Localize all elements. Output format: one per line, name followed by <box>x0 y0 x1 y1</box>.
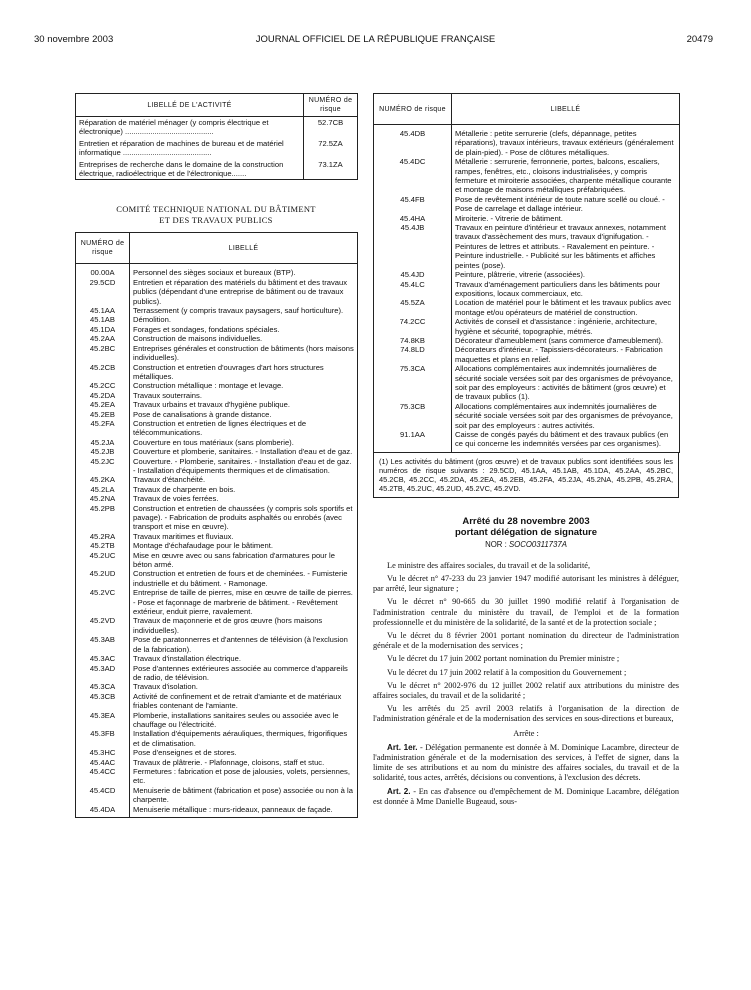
committee-heading-line1: COMITÉ TECHNIQUE NATIONAL DU BÂTIMENT <box>116 204 316 215</box>
journal-title: JOURNAL OFFICIEL DE LA RÉPUBLIQUE FRANÇAISE <box>255 34 496 45</box>
page-number: 20479 <box>686 34 713 45</box>
risk-label: Forages et sondages, fondations spéciales. <box>130 325 358 334</box>
label-header: LIBELLÉ <box>452 94 680 125</box>
risk-label: Construction métallique : montage et levage. <box>130 381 358 390</box>
table-row <box>374 270 680 279</box>
table-row <box>76 138 358 159</box>
page-header <box>0 34 751 48</box>
risk-label: Personnel des sièges sociaux et bureaux (BTP). <box>130 264 358 278</box>
risk-label: Travaux de plâtrerie. - Plafonnage, cloisons, staff et stuc. <box>130 758 358 767</box>
risk-number-header: NUMÉRO de risque <box>304 94 358 117</box>
risk-label: Activité de confinement et de retrait d'amiante et de matériaux friables contenant de l'amiante. <box>130 692 358 711</box>
risk-number: 45.2EA <box>76 400 130 409</box>
risk-label: Travaux de maçonnerie et de gros œuvre (hors maisons individuelles). <box>130 616 358 635</box>
table-row <box>76 729 358 748</box>
left-column <box>75 93 357 818</box>
risk-label: Construction et entretien de chaussées (y compris sols sportifs et pavage). - Fabrication de produits asphaltés ou enrobés (avec transport et mise en œuvre). <box>130 504 358 532</box>
risk-label: Pose d'enseignes et de stores. <box>130 748 358 757</box>
table-row <box>374 195 680 214</box>
table-row <box>76 532 358 541</box>
table-row <box>76 748 358 757</box>
risk-label: Couverture en tous matériaux (sans plomberie). <box>130 438 358 447</box>
risk-label: Entreprises générales et construction de bâtiments (hors maisons individuelles). <box>130 344 358 363</box>
article-paragraph <box>373 787 679 807</box>
risk-number: 45.2CB <box>76 363 130 382</box>
risk-label: Caisse de congés payés du bâtiment et des travaux publics (en ce qui concerne les indemnités versées par ces organismes). <box>452 430 680 452</box>
table-row <box>76 541 358 550</box>
risk-label: Travaux d'étanchéité. <box>130 475 358 484</box>
article-label: Art. 1er. <box>387 742 418 752</box>
activity-table <box>75 93 358 180</box>
risk-number: 45.4FB <box>374 195 452 214</box>
table-row <box>76 117 358 138</box>
risk-number: 45.2PB <box>76 504 130 532</box>
committee-heading-line2: ET DES TRAVAUX PUBLICS <box>159 214 273 225</box>
risk-number: 45.3HC <box>76 748 130 757</box>
decree-title <box>373 516 679 538</box>
decree-body <box>373 561 679 807</box>
arrete-label: Arrête : <box>513 728 539 738</box>
risk-label: Travaux d'installation électrique. <box>130 654 358 663</box>
table-footnote: (1) Les activités du bâtiment (gros œuvre) et de travaux publics sont identifiées sous les numéros de risque suivants : 29.5CD, 45.1AA, 45.1AB, 45.1DA, 45.2AA, 45.2BC, 45.2CB, 45.2CC, 45.2DA, 45.2EA, 45.2EB, 45.2FA, 45.2JA, 45.2NA, 45.2PB, 45.2RA, 45.2TB, 45.2UC, 45.2UD, 45.2VC, 45.2VD. <box>373 453 679 498</box>
risk-number: 45.3CB <box>76 692 130 711</box>
risk-number: 72.5ZA <box>304 138 358 159</box>
risk-label: Travaux d'isolation. <box>130 682 358 691</box>
table-row <box>76 278 358 306</box>
risk-number: 75.3CB <box>374 402 452 430</box>
risk-label: Menuiserie de bâtiment (fabrication et pose) associée ou non à la charpente. <box>130 786 358 805</box>
risk-label: Montage d'échafaudage pour le bâtiment. <box>130 541 358 550</box>
table-row <box>76 363 358 382</box>
table-row <box>76 616 358 635</box>
risk-number: 45.3AD <box>76 664 130 683</box>
decree-nor <box>373 540 679 549</box>
decree-paragraph: Vu le décret du 17 juin 2002 portant nomination du Premier ministre ; <box>387 654 620 664</box>
activity-label-header: LIBELLÉ DE L'ACTIVITÉ <box>76 94 304 117</box>
risk-label: Entreprise de taille de pierres, mise en œuvre de taille de pierres. - Pose et façonnage de marbrerie de bâtiment. - Revêtement extérieur, enduit pierre, ravalement. <box>130 588 358 616</box>
table-row <box>76 494 358 503</box>
risk-number: 45.2JC <box>76 457 130 476</box>
decree-paragraph: Vu le décret n° 47-233 du 23 janvier 1947 modifié autorisant les ministres à déléguer, par arrêté, leur signature ; <box>373 574 679 594</box>
risk-label: Construction et entretien d'ouvrages d'art hors structures métalliques. <box>130 363 358 382</box>
risk-number: 45.2KA <box>76 475 130 484</box>
risk-number: 45.4DC <box>374 157 452 195</box>
decree-title-line2: portant délégation de signature <box>455 526 597 538</box>
table-row <box>76 654 358 663</box>
risk-number: 45.4CD <box>76 786 130 805</box>
table-row <box>76 410 358 419</box>
risk-number: 45.5ZA <box>374 298 452 317</box>
table-row <box>374 317 680 336</box>
btp-table-continued-body <box>374 125 680 453</box>
table-row <box>374 125 680 158</box>
risk-label: Travaux urbains et travaux d'hygiène publique. <box>130 400 358 409</box>
risk-label: Allocations complémentaires aux indemnités journalières de sécurité sociale versées soit par des organismes de prévoyance, soit par des employeurs : activités de bâtiment (gros œuvre) et de travaux publics (1). <box>452 364 680 402</box>
decree-paragraph: Vu les arrêtés du 25 avril 2003 relatifs à l'organisation de la direction de l'administration générale et de la modernisation des services en sous-directions et bureaux, <box>373 704 679 724</box>
risk-label: Construction et entretien de lignes électriques et de télécommunications. <box>130 419 358 438</box>
risk-label: Métallerie : serrurerie, ferronnerie, portes, balcons, escaliers, rampes, fenêtres, etc., cloisons industrialisées, y compris fermeture et miroiterie associées, charpente métallique courante et montage de maisons métalliques préfabriquées. <box>452 157 680 195</box>
risk-number: 45.2BC <box>76 344 130 363</box>
risk-number: 45.3AB <box>76 635 130 654</box>
table-row <box>76 419 358 438</box>
risk-number: 45.2AA <box>76 334 130 343</box>
risk-label: Location de matériel pour le bâtiment et les travaux publics avec montage et/ou opérateurs de matériel de construction. <box>452 298 680 317</box>
risk-number: 74.8LD <box>374 345 452 364</box>
table-row <box>76 758 358 767</box>
risk-number: 45.2JA <box>76 438 130 447</box>
risk-label: Peinture, plâtrerie, vitrerie (associées). <box>452 270 680 279</box>
risk-number-header: NUMÉRO de risque <box>374 94 452 125</box>
risk-label: Mise en œuvre avec ou sans fabrication d'armatures pour le béton armé. <box>130 551 358 570</box>
risk-label: Décorateur d'ameublement (sans commerce d'ameublement). <box>452 336 680 345</box>
table-row <box>76 569 358 588</box>
risk-number: 45.2DA <box>76 391 130 400</box>
table-row <box>76 325 358 334</box>
table-row <box>374 223 680 270</box>
risk-number: 45.2RA <box>76 532 130 541</box>
risk-number: 52.7CB <box>304 117 358 138</box>
nor-label: NOR : <box>485 539 507 549</box>
table-row <box>76 805 358 818</box>
table-row <box>76 767 358 786</box>
risk-label: Activités de conseil et d'assistance : ingénierie, architecture, hygiène et sécurité, topographie, métrés. <box>452 317 680 336</box>
risk-label: Travaux maritimes et fluviaux. <box>130 532 358 541</box>
article-text: - En cas d'absence ou d'empêchement de M. Dominique Lacambre, délégation est donnée à Mme Danielle Bugeaud, sous- <box>373 786 679 806</box>
risk-label: Couverture et plomberie, sanitaires. - Installation d'eau et de gaz. <box>130 447 358 456</box>
risk-number: 45.3EA <box>76 711 130 730</box>
decree-title-line1: Arrêté du 28 novembre 2003 <box>462 515 590 527</box>
table-row <box>76 438 358 447</box>
label-header: LIBELLÉ <box>130 233 358 264</box>
risk-number: 45.3AC <box>76 654 130 663</box>
table-row <box>76 381 358 390</box>
risk-number: 45.4DB <box>374 125 452 158</box>
risk-label: Pose de revêtement intérieur de toute nature scellé ou cloué. - Pose de carrelage et dallage intérieur. <box>452 195 680 214</box>
risk-number-header: NUMÉRO de risque <box>76 233 130 264</box>
btp-table-body <box>76 264 358 818</box>
risk-label: Travaux souterrains. <box>130 391 358 400</box>
risk-number: 45.2UD <box>76 569 130 588</box>
risk-number: 73.1ZA <box>304 159 358 180</box>
risk-number: 74.8KB <box>374 336 452 345</box>
risk-label: Menuiserie métallique : murs-rideaux, panneaux de façade. <box>130 805 358 818</box>
risk-number: 45.2TB <box>76 541 130 550</box>
btp-risk-table <box>75 232 358 818</box>
risk-number: 74.2CC <box>374 317 452 336</box>
risk-number: 45.2CC <box>76 381 130 390</box>
risk-number: 45.2LA <box>76 485 130 494</box>
table-row <box>374 157 680 195</box>
risk-number: 45.1AA <box>76 306 130 315</box>
table-row <box>374 298 680 317</box>
risk-number: 29.5CD <box>76 278 130 306</box>
risk-number: 45.3CA <box>76 682 130 691</box>
table-row <box>76 475 358 484</box>
activity-label: Entretien et réparation de machines de bureau et de matériel informatique .......................................... <box>76 138 304 159</box>
table-row <box>76 306 358 315</box>
risk-number: 75.3CA <box>374 364 452 402</box>
risk-number: 45.2UC <box>76 551 130 570</box>
risk-number: 45.2VC <box>76 588 130 616</box>
table-row <box>76 551 358 570</box>
decree-paragraph: Vu le décret du 17 juin 2002 relatif à la composition du Gouvernement ; <box>387 667 627 677</box>
risk-label: Travaux de voies ferrées. <box>130 494 358 503</box>
article-text: - Délégation permanente est donnée à M. Dominique Lacambre, directeur de l'administration générale et de la modernisation des services, à l'effet de signer, dans la limite de ses attributions et au nom du ministre des affaires sociales, du travail et de la solidarité, tous actes, arrêtés, décisions ou conventions, à l'exclusion des décrets. <box>373 742 679 783</box>
risk-label: Construction de maisons individuelles. <box>130 334 358 343</box>
risk-number: 45.2VD <box>76 616 130 635</box>
decree-paragraph: Vu le décret n° 90-665 du 30 juillet 1990 modifié relatif à l'organisation de l'administration centrale du ministère du travail, de l'emploi et de la formation professionnelle et du ministère de la solidarité, de la santé et de la protection sociale ; <box>373 597 679 627</box>
table-row <box>76 635 358 654</box>
decree-paragraph: Le ministre des affaires sociales, du travail et de la solidarité, <box>387 560 591 570</box>
table-row <box>76 664 358 683</box>
risk-label: Construction et entretien de fours et de cheminées. - Fumisterie industrielle et du bâtiment. - Ramonage. <box>130 569 358 588</box>
risk-number: 45.3FB <box>76 729 130 748</box>
risk-number: 45.1AB <box>76 315 130 324</box>
risk-label: Pose d'antennes extérieures associée au commerce d'appareils de radio, de télévision. <box>130 664 358 683</box>
table-row <box>374 345 680 364</box>
risk-number: 45.4DA <box>76 805 130 818</box>
risk-label: Fermetures : fabrication et pose de jalousies, volets, persiennes, etc. <box>130 767 358 786</box>
risk-number: 45.2FA <box>76 419 130 438</box>
table-row <box>76 485 358 494</box>
risk-number: 45.2EB <box>76 410 130 419</box>
table-row <box>76 391 358 400</box>
table-row <box>76 786 358 805</box>
risk-label: Terrassement (y compris travaux paysagers, sauf horticulture). <box>130 306 358 315</box>
risk-label: Décorateurs d'intérieur. - Tapissiers-décorateurs. - Fabrication maquettes et plans en relief. <box>452 345 680 364</box>
table-row <box>76 588 358 616</box>
table-row <box>374 402 680 430</box>
table-row <box>374 214 680 223</box>
risk-label: Travaux de charpente en bois. <box>130 485 358 494</box>
risk-label: Métallerie : petite serrurerie (clefs, dépannage, petites réparations), travaux intérieurs, travaux extérieurs (généralement de plain-pied). - Pose de clôtures métalliques. <box>452 125 680 158</box>
risk-label: Travaux en peinture d'intérieur et travaux annexes, notamment travaux d'assèchement des murs, travaux d'ignifugation. - Peintures de lettres et attributs. - Ravalement en peinture. - Peinture industrielle. - Publicité sur les bâtiments et affiches peintes (pose). <box>452 223 680 270</box>
table-row <box>374 336 680 345</box>
risk-number: 45.2NA <box>76 494 130 503</box>
table-row <box>76 692 358 711</box>
risk-label: Installation d'équipements aérauliques, thermiques, frigorifiques et de climatisation. <box>130 729 358 748</box>
risk-label: Pose de paratonnerres et d'antennes de télévision (à l'exclusion de la fabrication). <box>130 635 358 654</box>
right-column <box>373 93 679 810</box>
risk-number: 45.4CC <box>76 767 130 786</box>
decree-paragraph: Vu le décret du 8 février 2001 portant nomination du directeur de l'administration générale et de la modernisation des services ; <box>373 631 679 651</box>
table-row <box>76 315 358 324</box>
activity-table-body <box>76 117 358 180</box>
risk-number: 45.4HA <box>374 214 452 223</box>
btp-risk-table-continued <box>373 93 680 453</box>
table-row <box>76 264 358 278</box>
table-row <box>76 457 358 476</box>
nor-code: SOCO0311737A <box>508 539 567 549</box>
risk-number: 91.1AA <box>374 430 452 452</box>
risk-number: 45.4JD <box>374 270 452 279</box>
table-row <box>76 400 358 409</box>
table-row <box>76 447 358 456</box>
decree-paragraph: Vu le décret n° 2002-976 du 12 juillet 2002 relatif aux attributions du ministre des affaires sociales, du travail et de la solidarité ; <box>373 680 679 701</box>
risk-number: 45.4JB <box>374 223 452 270</box>
activity-label: Réparation de matériel ménager (y compris électrique et électronique) .......................................... <box>76 117 304 138</box>
table-row <box>76 504 358 532</box>
activity-label: Entreprises de recherche dans le domaine de la construction électrique, radioélectrique et de l'électronique....... <box>76 159 304 180</box>
risk-label: Plomberie, installations sanitaires seules ou associée avec le chauffage ou l'électricité. <box>130 711 358 730</box>
table-row <box>76 711 358 730</box>
table-row <box>374 364 680 402</box>
article-label: Art. 2. <box>387 786 411 796</box>
risk-label: Entretien et réparation des matériels du bâtiment et des travaux publics (dépendant d'une entreprise de bâtiment ou de travaux publics). <box>130 278 358 306</box>
risk-label: Couverture. - Plomberie, sanitaires. - Installation d'eau et de gaz. - Installation d'équipements thermiques et de climatisation. <box>130 457 358 476</box>
risk-number: 45.4LC <box>374 280 452 299</box>
table-row <box>76 159 358 180</box>
risk-number: 45.1DA <box>76 325 130 334</box>
table-row <box>76 682 358 691</box>
risk-number: 45.2JB <box>76 447 130 456</box>
risk-number: 00.00A <box>76 264 130 278</box>
risk-label: Pose de canalisations à grande distance. <box>130 410 358 419</box>
risk-label: Miroiterie. - Vitrerie de bâtiment. <box>452 214 680 223</box>
committee-heading <box>75 204 357 225</box>
risk-label: Démolition. <box>130 315 358 324</box>
table-row <box>374 280 680 299</box>
risk-number: 45.4AC <box>76 758 130 767</box>
issue-date: 30 novembre 2003 <box>34 34 114 45</box>
table-row <box>76 344 358 363</box>
risk-label: Travaux d'aménagement particuliers dans les bâtiments pour expositions, locaux commerciaux, etc. <box>452 280 680 299</box>
risk-label: Allocations complémentaires aux indemnités journalières de sécurité sociale versées soit par des organismes de prévoyance, soit par des employeurs : autres activités. <box>452 402 680 430</box>
article-paragraph <box>373 743 679 784</box>
table-row <box>374 430 680 452</box>
table-row <box>76 334 358 343</box>
